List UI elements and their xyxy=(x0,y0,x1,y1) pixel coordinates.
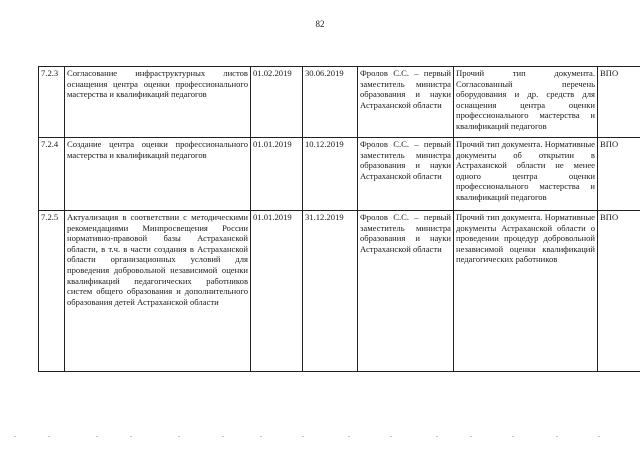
responsible-person: Фролов С.С. – первый заместитель министра образования и науки Астраханской области xyxy=(358,211,454,372)
item-number: 7.2.5 xyxy=(39,211,65,372)
end-date: 31.12.2019 xyxy=(303,211,358,372)
document-kind: ВПО xyxy=(598,211,640,372)
start-date: 01.01.2019 xyxy=(251,138,303,211)
start-date: 01.02.2019 xyxy=(251,67,303,138)
item-number: 7.2.4 xyxy=(39,138,65,211)
document-kind: ВПО xyxy=(598,67,640,138)
table-row xyxy=(39,67,640,138)
responsible-person: Фролов С.С. – первый заместитель министра образования и науки Астраханской области xyxy=(358,67,454,138)
item-title: Согласование инфраструктурных листов оснащения центра оценки профессионального мастерства и квалификаций педагогов xyxy=(65,67,251,138)
plan-table xyxy=(38,66,640,372)
table-row xyxy=(39,138,640,211)
start-date: 01.01.2019 xyxy=(251,211,303,372)
table-row xyxy=(39,211,640,372)
end-date: 30.06.2019 xyxy=(303,67,358,138)
end-date: 10.12.2019 xyxy=(303,138,358,211)
page-number: 82 xyxy=(315,19,325,29)
result-description: Прочий тип документа. Нормативные документы Астраханской области о проведении процедур добровольной независимой оценки квалификаций педагогических работников xyxy=(454,211,598,372)
result-description: Прочий тип документа. Нормативные документы об открытии в Астраханской области не менее одного центра оценки профессионального мастерства и квалификаций педагогов xyxy=(454,138,598,211)
document-kind: ВПО xyxy=(598,138,640,211)
result-description: Прочий тип документа. Согласованный перечень оборудования и др. средств для оснащения центра оценки профессионального мастерства и квалификаций педагогов xyxy=(454,67,598,138)
item-title: Создание центра оценки профессионального мастерства и квалификаций педагогов xyxy=(65,138,251,211)
item-title: Актуализация в соответствии с методическими рекомендациями Минпросвещения России нормативно-правовой базы Астраханской области, в т.ч. в части создания в Астраханской области организационных условий для проведения добровольной независимой оценки квалификаций педагогических работников систем общего образования и дополнительного образования детей Астраханской области xyxy=(65,211,251,372)
item-number: 7.2.3 xyxy=(39,67,65,138)
responsible-person: Фролов С.С. – первый заместитель министра образования и науки Астраханской области xyxy=(358,138,454,211)
scan-noise xyxy=(0,436,640,442)
